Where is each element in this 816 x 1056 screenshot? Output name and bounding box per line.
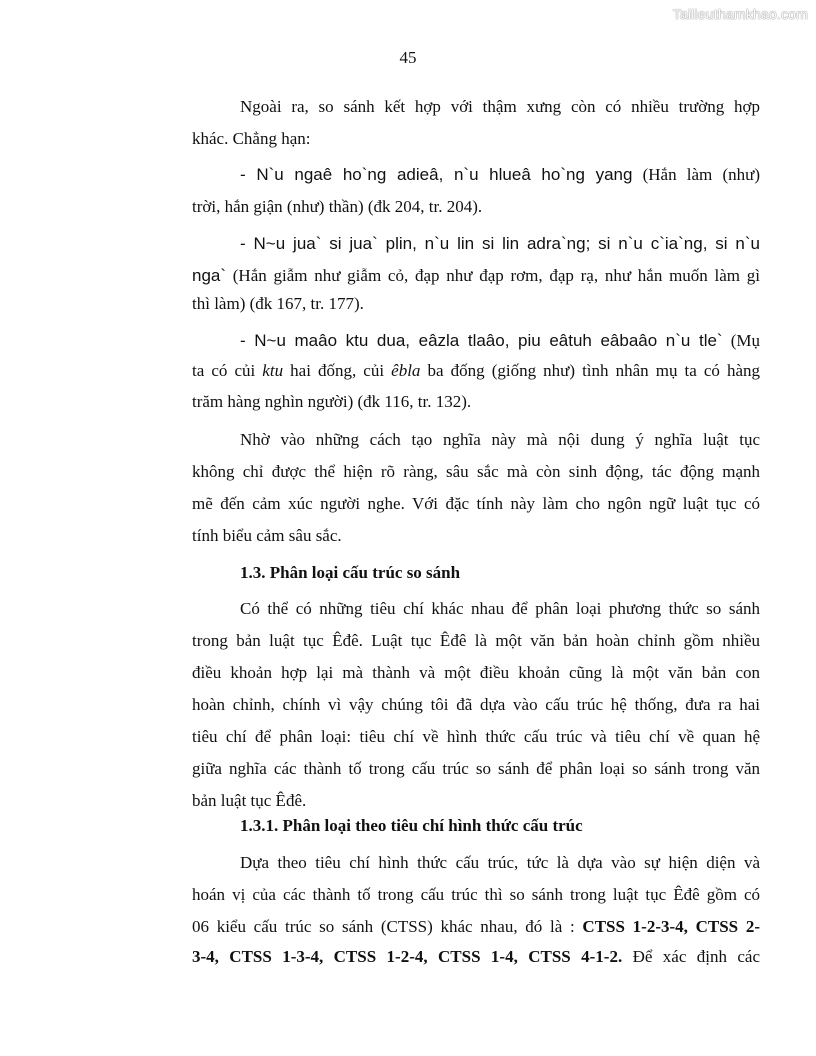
paragraph-structure-line-3 (192, 916, 760, 938)
example-2-line-3: thì làm) (đk 167, tr. 177). (192, 294, 364, 313)
ede-quote: - N~u maâo ktu dua, eâzla tlaâo, piu eâtuh eâbaâo n`u tle` (240, 331, 723, 350)
paragraph-classification-line-4: hoàn chỉnh, chính vì vậy chúng tôi đã dựa vào cấu trúc hệ thống, đưa ra hai (192, 695, 760, 714)
text: 06 kiểu cấu trúc so sánh (CTSS) khác nhau, đó là : (192, 917, 583, 936)
paragraph-structure-line-4 (192, 946, 760, 968)
page-number (0, 48, 816, 68)
watermark: Tailieuthamkhao.com (672, 6, 808, 22)
paragraph-conclusion-line-2: không chỉ được thể hiện rõ ràng, sâu sắc mà còn sinh động, tác động mạnh (192, 462, 760, 481)
ede-quote: - N~u jua` si jua` plin, n`u lin si lin adra`ng; si n`u c`ia`ng, si n`u (240, 234, 760, 253)
paragraph-conclusion-line-1: Nhờ vào những cách tạo nghĩa này mà nội dung ý nghĩa luật tục (240, 430, 760, 449)
paragraph-classification-line-5: tiêu chí để phân loại: tiêu chí về hình thức cấu trúc và tiêu chí về quan hệ (192, 727, 760, 746)
paragraph-structure-line-2: hoán vị của các thành tố trong cấu trúc thì so sánh trong luật tục Êđê gồm có (192, 885, 760, 904)
example-3-line-2 (192, 360, 760, 382)
paragraph-classification-line-3: điều khoản hợp lại mà thành và một điều khoản cũng là một văn bản con (192, 663, 760, 682)
example-2-line-1 (240, 233, 760, 255)
section-heading-1-3: 1.3. Phân loại cấu trúc so sánh (240, 563, 461, 582)
paragraph-classification-line-2: trong bản luật tục Êđê. Luật tục Êđê là một văn bản hoàn chỉnh gồm nhiều (192, 631, 760, 650)
paragraph-intro-line-1: Ngoài ra, so sánh kết hợp với thậm xưng còn có nhiều trường hợp (240, 97, 760, 116)
translation: (Hắn làm (như) (632, 165, 760, 184)
text: ta có củi (192, 361, 263, 380)
italic-term: ktu (262, 361, 284, 380)
paragraph-structure-line-1: Dựa theo tiêu chí hình thức cấu trúc, tức là dựa vào sự hiện diện và (240, 853, 760, 872)
text: ba đống (giống như) tình nhân mụ ta có hàng (420, 361, 761, 380)
ede-quote: nga` (192, 266, 227, 285)
ede-quote: - N`u ngaê ho`ng adieâ, n`u hlueâ ho`ng yang (240, 165, 633, 184)
example-1-line-1 (240, 164, 760, 186)
paragraph-classification-line-7: bản luật tục Êđê. (192, 791, 307, 810)
paragraph-conclusion-line-3: mẽ đến cảm xúc người nghe. Với đặc tính này làm cho ngôn ngữ luật tục có (192, 494, 760, 513)
example-3-line-1 (240, 330, 760, 352)
ctss-list: CTSS 1-2-3-4, CTSS 2- (582, 917, 760, 936)
paragraph-classification-line-6: giữa nghĩa các thành tố trong cấu trúc so sánh để phân loại so sánh trong văn (192, 759, 760, 778)
section-heading-1-3-1: 1.3.1. Phân loại theo tiêu chí hình thức cấu trúc (240, 816, 583, 835)
translation: (Hắn giẫm như giẫm cỏ, đạp như đạp rơm, đạp rạ, như hắn muốn làm gì (226, 266, 760, 285)
translation: (Mụ (722, 331, 760, 350)
text: Để xác định các (622, 947, 761, 966)
example-1-line-2: trời, hắn giận (như) thần) (đk 204, tr. 204). (192, 197, 483, 216)
page-number-text: 45 (399, 48, 417, 67)
ctss-list: 3-4, CTSS 1-3-4, CTSS 1-2-4, CTSS 1-4, CTSS 4-1-2. (192, 947, 623, 966)
paragraph-conclusion-line-4: tính biểu cảm sâu sắc. (192, 526, 342, 545)
example-2-line-2 (192, 265, 760, 287)
text: hai đống, củi (283, 361, 392, 380)
italic-term: êbla (391, 361, 421, 380)
example-3-line-3: trăm hàng nghìn người) (đk 116, tr. 132). (192, 392, 472, 411)
paragraph-intro-line-2: khác. Chẳng hạn: (192, 129, 311, 148)
paragraph-classification-line-1: Có thể có những tiêu chí khác nhau để phân loại phương thức so sánh (240, 599, 760, 618)
